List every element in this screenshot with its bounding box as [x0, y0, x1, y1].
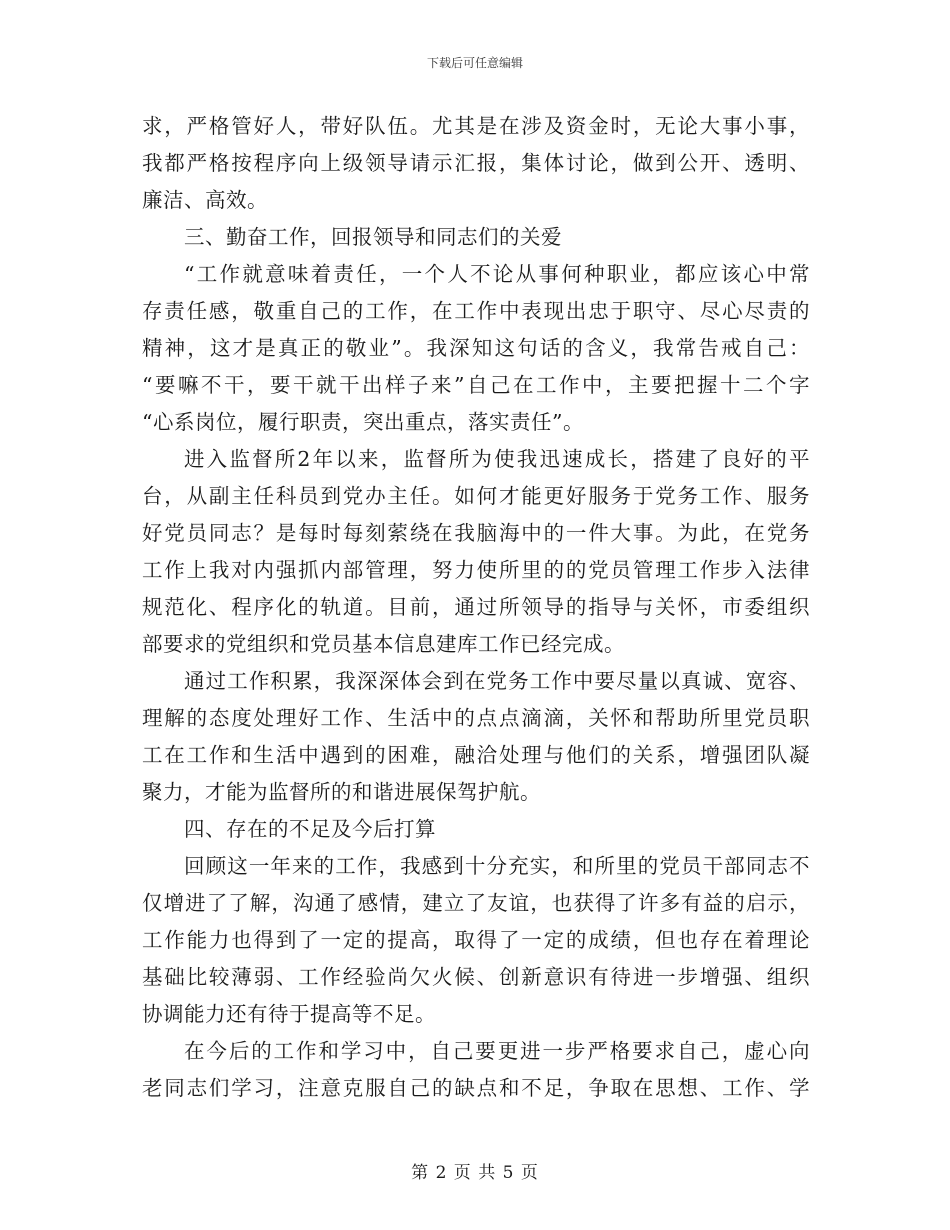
text-line: 通过工作积累，我深深体会到在党务工作中要尽量以真诚、宽容、 — [184, 669, 810, 693]
text-line: 台，从副主任科员到党办主任。如何才能更好服务于党务工作、服务 — [142, 484, 810, 508]
text-line: 规范化、程序化的轨道。目前，通过所领导的指导与关怀，市委组织 — [142, 595, 810, 619]
text-line: 存责任感，敬重自己的工作，在工作中表现出忠于职守、尽心尽责的 — [142, 299, 810, 323]
page-header: 下载后可任意编辑 — [426, 56, 523, 70]
document-body — [142, 108, 810, 1107]
text-line: 部要求的党组织和党员基本信息建库工作已经完成。 — [142, 632, 625, 656]
text-line: 我都严格按程序向上级领导请示汇报，集体讨论，做到公开、透明、 — [142, 151, 810, 175]
text-line: 在今后的工作和学习中，自己要更进一步严格要求自己，虚心向 — [184, 1039, 810, 1063]
text-line: 工作上我对内强抓内部管理，努力使所里的的党员管理工作步入法律 — [142, 558, 810, 582]
text-line: “要嘛不干，要干就干出样子来”自己在工作中，主要把握十二个字 — [142, 373, 810, 397]
text-line: “工作就意味着责任，一个人不论从事何种职业，都应该心中常 — [184, 262, 810, 286]
text-line: 回顾这一年来的工作，我感到十分充实，和所里的党员干部同志不 — [184, 854, 810, 878]
text-line: 廉洁、高效。 — [142, 188, 268, 212]
text-line: 工作能力也得到了一定的提高，取得了一定的成绩，但也存在着理论 — [142, 928, 810, 952]
text-line: 基础比较薄弱、工作经验尚欠火候、创新意识有待进一步增强、组织 — [142, 965, 810, 989]
text-line: 理解的态度处理好工作、生活中的点点滴滴，关怀和帮助所里党员职 — [142, 706, 810, 730]
text-line: 工在工作和生活中遇到的困难，融洽处理与他们的关系，增强团队凝 — [142, 743, 810, 767]
section-heading: 四、存在的不足及今后打算 — [184, 817, 436, 841]
text-line: 精神，这才是真正的敬业”。我深知这句话的含义，我常告戒自己： — [142, 336, 810, 360]
text-line: 聚力，才能为监督所的和谐进展保驾护航。 — [142, 780, 541, 804]
section-heading: 三、勤奋工作，回报领导和同志们的关爱 — [184, 225, 562, 249]
text-line: 进入监督所2年以来，监督所为使我迅速成长，搭建了良好的平 — [184, 447, 810, 471]
text-line: 求，严格管好人，带好队伍。尤其是在涉及资金时，无论大事小事， — [142, 114, 810, 138]
page-number-footer: 第 2 页 共 5 页 — [411, 1163, 539, 1183]
text-line: “心系岗位，履行职责，突出重点，落实责任”。 — [142, 410, 584, 434]
text-line: 协调能力还有待于提高等不足。 — [142, 1002, 436, 1026]
text-line: 好党员同志？是每时每刻萦绕在我脑海中的一件大事。为此，在党务 — [142, 521, 810, 545]
text-line: 仅增进了了解，沟通了感情，建立了友谊，也获得了许多有益的启示， — [142, 891, 810, 915]
text-line: 老同志们学习，注意克服自己的缺点和不足，争取在思想、工作、学 — [142, 1076, 810, 1100]
